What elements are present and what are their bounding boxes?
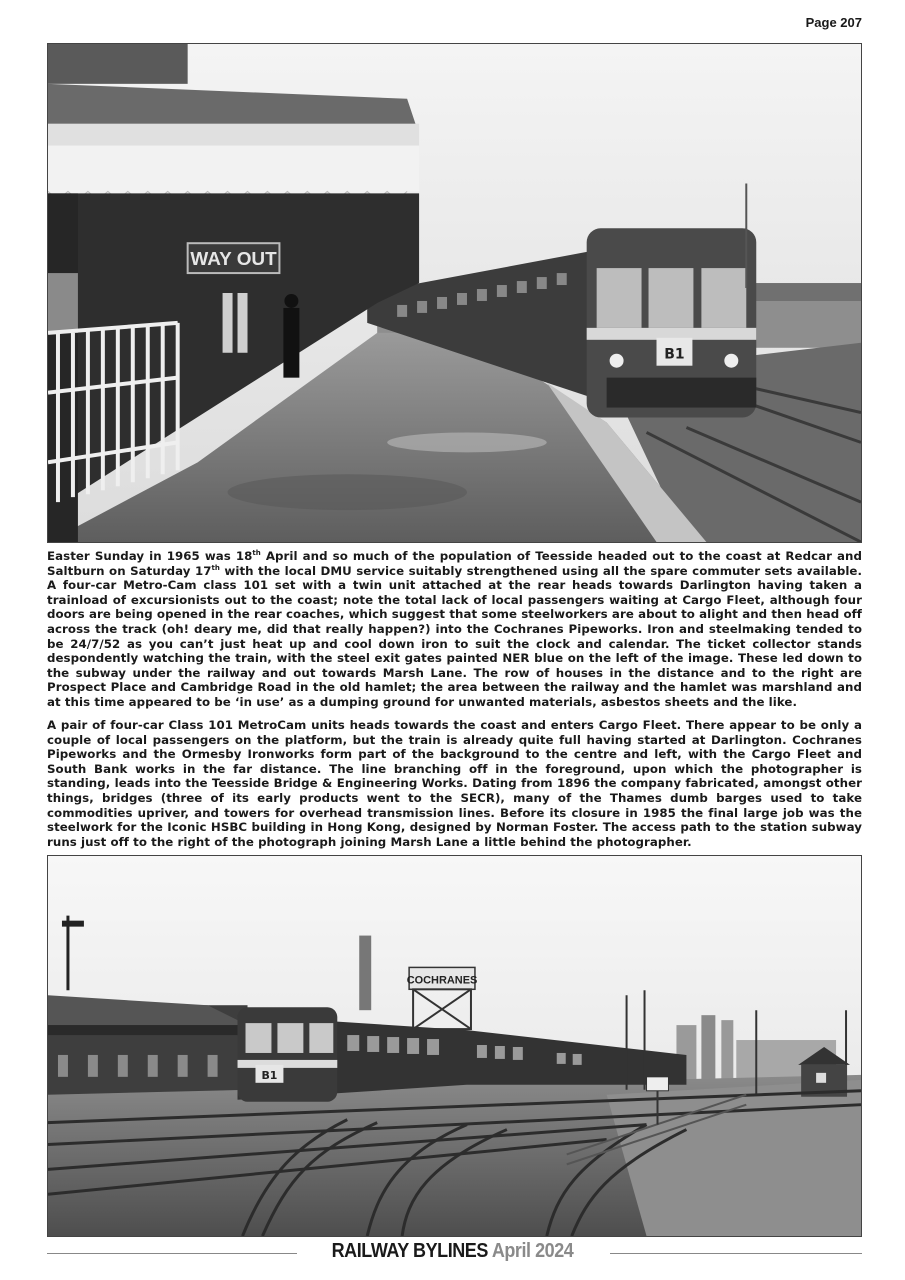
footer-rule-right	[610, 1253, 862, 1254]
page-number: Page 207	[805, 15, 862, 30]
photo-cargo-fleet-junction-image	[48, 856, 861, 1236]
footer-title	[315, 1240, 590, 1263]
photo-station-platform-image	[48, 44, 861, 542]
footer-issue-date: April 2024	[491, 1240, 574, 1262]
way-out-sign: WAY OUT	[190, 249, 277, 271]
caption-bottom-photo: A pair of four-car Class 101 MetroCam units heads towards the coast and enters Cargo Fleet. There appear to be only a couple of local passengers on the platform, but the train is already quite full having started at Darlington. Cochranes Pipeworks and the Ormesby Ironworks form part of the background to the centre and left, with the Cargo Fleet and South Bank works in the far distance. The line branching off in the foreground, upon which the photographer is standing, leads into the Teesside Bridge & Engineering Works. Dating from 1896 the company fabricated, amongst other things, bridges (three of its early products went to the SECR), many of the Thames dumb barges used to take commodities upriver, and towers for overhead transmission lines. Before its closure in 1985 the final large job was the steelwork for the Iconic HSBC building in Hong Kong, designed by Norman Foster. The access path to the station subway runs just off to the right of the photograph joining Marsh Lane a little behind the photographer.	[47, 718, 862, 849]
caption-top-photo	[47, 549, 862, 710]
top-train-headcode: B1	[664, 346, 685, 363]
caption-1-part-1: Easter Sunday in 1965 was 18	[47, 549, 253, 563]
photo-cargo-fleet-junction	[47, 855, 862, 1237]
footer-magazine-name: RAILWAY BYLINES	[331, 1240, 488, 1262]
bottom-train-headcode: B1	[261, 1068, 278, 1082]
caption-1-sup-1: th	[252, 549, 261, 558]
caption-1-part-2: April and so much of the population of Teesside headed out to the coast at Redcar and Saltburn on Saturday 17	[47, 549, 862, 578]
caption-1-part-3: with the local DMU service suitably strengthened using all the spare commuter sets available. A four-car Metro-Cam class 101 set with a twin unit attached at the rear heads towards Darlington having taken a trainload of excursionists out to the coast; note the total lack of local passengers waiting at Cargo Fleet, although four doors are being opened in the rear coaches, which suggest that some steelworkers are about to alight and then head off across the track (oh! deary me, did that really happen?) into the Cochranes Pipeworks. Iron and steelmaking tended to be 24/7/52 as you can’t just heat up and cool down iron to suit the clock and calendar. The ticket collector stands despondently watching the train, with the steel exit gates painted NER blue on the left of the image. These led down to the subway under the railway and out towards Marsh Lane. The row of houses in the distance and to the right are Prospect Place and Cambridge Road in the old hamlet; the area between the railway and the hamlet was marshland and at this time appeared to be ‘in use’ as a dumping ground for unwanted materials, asbestos sheets and the like.	[47, 563, 862, 709]
cochranes-sign: COCHRANES	[406, 974, 478, 987]
caption-1-sup-2: th	[211, 563, 220, 572]
footer-rule-left	[47, 1253, 297, 1254]
photo-station-platform	[47, 43, 862, 543]
